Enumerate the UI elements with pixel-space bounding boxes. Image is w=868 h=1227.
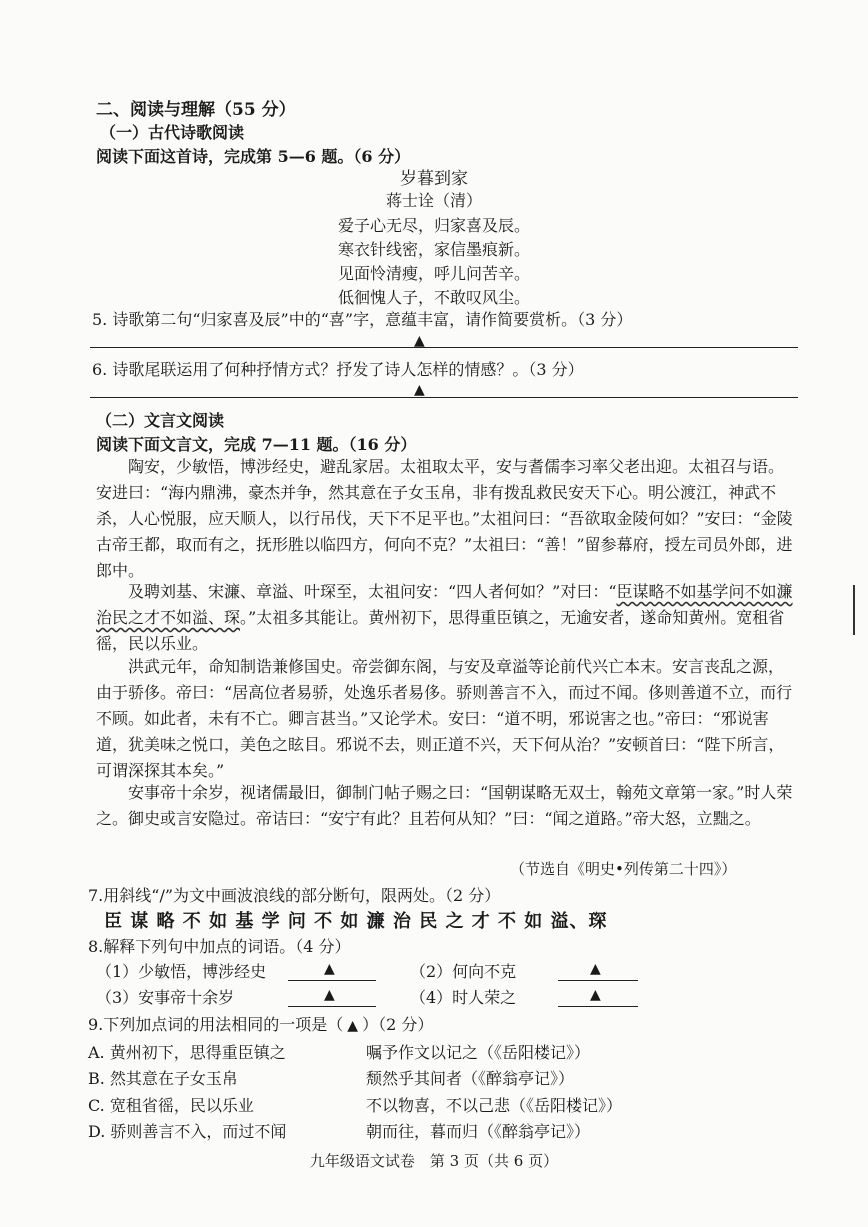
q9-option-a-right: 嘱予作文以记之（《岳阳楼记》） — [366, 1043, 591, 1062]
answer-blank[interactable] — [558, 958, 638, 981]
answer-marker: ▲ — [414, 382, 425, 398]
poem-line: 寒衣针线密，家信墨痕新。 — [337, 240, 530, 259]
question-5: 5. 诗歌第二句“归家喜及辰”中的“喜”字，意蕴丰富，请作简要赏析。（3 分） — [92, 310, 633, 329]
poetry-instruction: 阅读下面这首诗，完成第 5—6 题。（6 分） — [96, 147, 411, 166]
poem-line: 见面怜清瘦，呼儿问苦辛。 — [337, 264, 530, 283]
q9-option-b-left: B. 然其意在子女玉帛 — [88, 1069, 238, 1088]
passage-paragraph-2: 及聘刘基、宋濂、章溢、叶琛至，太祖问安：“四人者何如？”对曰：“臣谋略不如基学问不如濂治民之才不如溢、琛。”太祖多其能让。黄州初下，思得重臣镇之，无逾安者，遂命知黄州。宽租省徭，民以乐业。 — [96, 582, 793, 653]
subsection-heading-poetry: （一）古代诗歌阅读 — [100, 123, 245, 142]
question-6: 6. 诗歌尾联运用了何种抒情方式？抒发了诗人怎样的情感？。（3 分） — [92, 360, 584, 379]
answer-marker: ▲ — [590, 987, 601, 1003]
answer-blank[interactable] — [288, 958, 376, 981]
source-note: （节选自《明史•列传第二十四》） — [510, 860, 737, 878]
wavy-underlined-text: 臣谋略不如基学问不如濂治民之才不如溢、琛 — [96, 582, 793, 627]
section-heading: 二、阅读与理解（55 分） — [96, 100, 296, 120]
passage-paragraph-3: 洪武元年，命知制诰兼修国史。帝尝御东阁，与安及章溢等论前代兴亡本末。安言丧乱之源，由于骄侈。帝曰：“居高位者易骄，处逸乐者易侈。骄则善言不入，而过不闻。侈则善道不立，而行不顾。如此者，未有不亡。卿言甚当。”又论学术。安曰：“道不明，邪说害之也。”帝曰：“邪说害道，犹美味之悦口，美色之眩目。邪说不去，则正道不兴，天下何从治？”安顿首曰：“陛下所言，可谓深探其本矣。” — [96, 657, 793, 780]
answer-marker: ▲ — [414, 333, 425, 349]
poem-title: 岁暮到家 — [400, 169, 468, 189]
answer-marker: ▲ — [347, 1018, 359, 1034]
punctuation-sentence: 臣 谋 略 不 如 基 学 问 不 如 濂 治 民 之 才 不 如 溢、琛 — [104, 911, 608, 932]
answer-marker: ▲ — [324, 987, 335, 1003]
question-7: 7.用斜线“/”为文中画波浪线的部分断句，限两处。（2 分） — [88, 886, 501, 905]
q8-item-2: （2）何向不克 — [410, 962, 517, 981]
poem-author: 蒋士诠（清） — [385, 191, 482, 210]
q9-option-d-left: D. 骄则善言不入，而过不闻 — [88, 1122, 287, 1141]
answer-blank[interactable] — [288, 984, 376, 1007]
question-9: 9.下列加点词的用法相同的一项是（ ▲ ）（2 分） — [88, 1015, 434, 1034]
answer-marker: ▲ — [590, 961, 601, 977]
subsection-heading-classical: （二）文言文阅读 — [96, 411, 225, 430]
answer-blank[interactable] — [558, 984, 638, 1007]
scan-mark — [853, 585, 855, 635]
q8-item-4: （4）时人荣之 — [410, 988, 517, 1007]
answer-line[interactable] — [90, 347, 798, 348]
q8-item-3: （3）安事帝十余岁 — [96, 988, 235, 1007]
passage-paragraph-1: 陶安，少敏悟，博涉经史，避乱家居。太祖取太平，安与耆儒李习率父老出迎。太祖召与语。安进曰：“海内鼎沸，豪杰并争，然其意在子女玉帛，非有拨乱救民安天下心。明公渡江，神武不杀，人心悦服，应天顺人，以行吊伐，天下不足平也。”太祖问曰：“吾欲取金陵何如？”安曰：“金陵古帝王都，取而有之，抚形胜以临四方，何向不克？”太祖曰：“善！”留参幕府，授左司员外郎，进郎中。 — [96, 457, 793, 580]
poem-line: 爱子心无尽，归家喜及辰。 — [337, 216, 530, 235]
q9-option-c-right: 不以物喜，不以己悲（《岳阳楼记》） — [366, 1096, 623, 1115]
q9-option-c-left: C. 宽租省徭，民以乐业 — [88, 1096, 254, 1115]
q9-option-b-right: 颓然乎其间者（《醉翁亭记》） — [366, 1069, 575, 1088]
passage-paragraph-4: 安事帝十余岁，视诸儒最旧，御制门帖子赐之曰：“国朝谋略无双士，翰苑文章第一家。”时人荣之。御史或言安隐过。帝诘曰：“安宁有此？且若何从知？”曰：“闻之道路。”帝大怒，立黜之。 — [96, 783, 793, 828]
q8-item-1: （1）少敏悟，博涉经史 — [96, 962, 267, 981]
question-8: 8.解释下列句中加点的词语。（4 分） — [88, 937, 351, 956]
q9-option-d-right: 朝而往，暮而归（《醉翁亭记》） — [366, 1122, 591, 1141]
answer-marker: ▲ — [324, 961, 335, 977]
page-footer: 九年级语文试卷 第 3 页（共 6 页） — [309, 1152, 559, 1170]
answer-line[interactable] — [90, 397, 798, 398]
classical-instruction: 阅读下面文言文，完成 7—11 题。（16 分） — [96, 435, 417, 454]
q9-option-a-left: A. 黄州初下，思得重臣镇之 — [88, 1043, 286, 1062]
poem-line: 低徊愧人子，不敢叹风尘。 — [337, 288, 530, 307]
